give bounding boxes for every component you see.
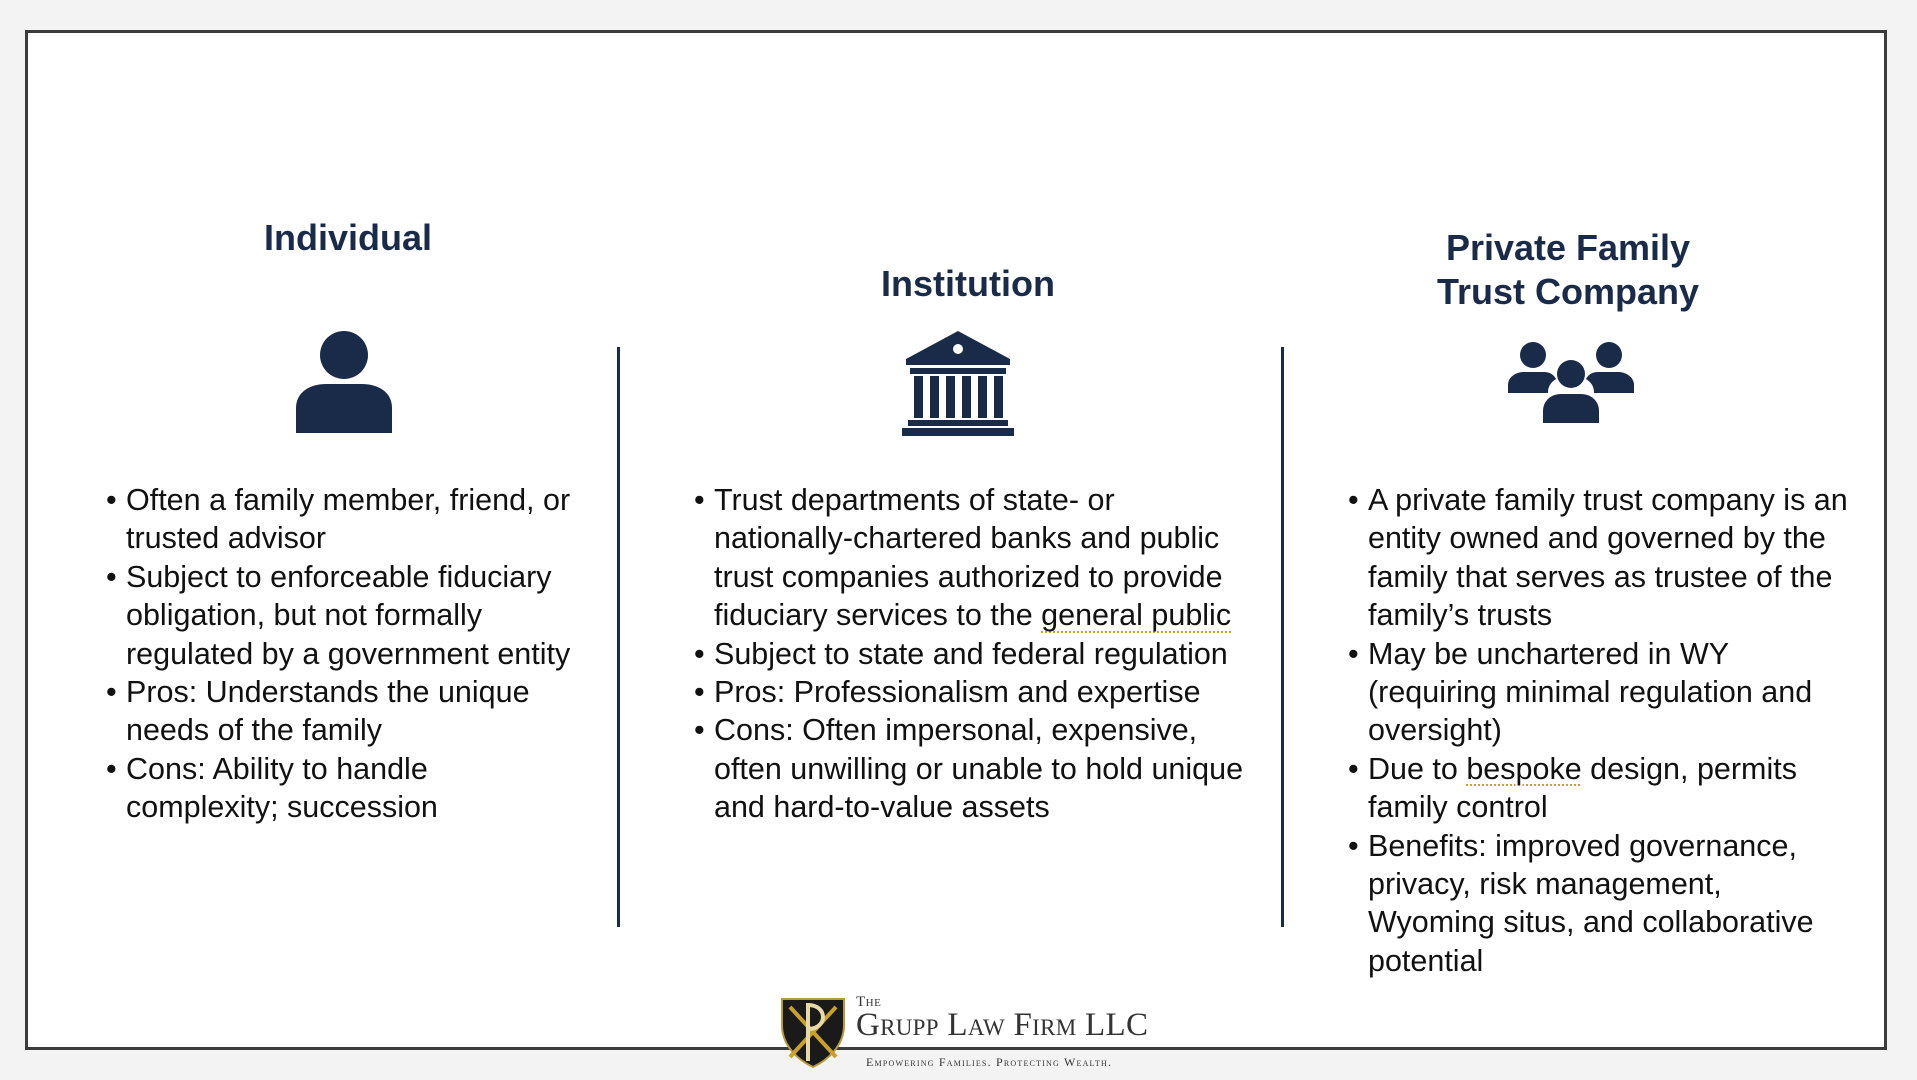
bullet-text: Subject to enforceable fiduciary obligation, but not formally regulated by a government entity	[126, 559, 571, 671]
bullet-text: Often a family member, friend, or trusted advisor	[126, 483, 571, 556]
institution-bullet-list	[694, 481, 1254, 827]
bullet-text: Pros: Understands the unique needs of the family	[126, 675, 530, 748]
list-item	[1348, 827, 1848, 981]
individual-bullet-list	[106, 481, 576, 827]
list-item	[694, 635, 1254, 673]
list-item	[1348, 481, 1848, 635]
group-of-people-icon	[1506, 341, 1636, 425]
list-item	[1348, 635, 1848, 750]
list-item	[1348, 750, 1848, 827]
heading-institution-line: Institution	[881, 263, 1055, 304]
heading-pftc-line-2: Trust Company	[1436, 271, 1700, 312]
slide	[25, 30, 1887, 1069]
bullet-text: Cons: Ability to handle complexity; succession	[126, 751, 438, 825]
heading-institution	[808, 262, 1128, 306]
underlined-word: bespoke	[1466, 751, 1582, 786]
bullet-text: May be unchartered in WY (requiring minimal regulation and oversight)	[1368, 636, 1813, 748]
bullet-text-part: design, permits family control	[1368, 751, 1797, 825]
column-divider-1	[617, 347, 620, 927]
pftc-bullet-list	[1348, 481, 1848, 980]
list-item	[694, 711, 1254, 826]
list-item	[106, 558, 576, 673]
bullet-text: Cons: Often impersonal, expensive, often unwilling or unable to hold unique and hard-to-value assets	[714, 713, 1244, 825]
list-item	[106, 673, 576, 750]
list-item	[694, 673, 1254, 711]
bullet-text: Trust departments of state- or nationally-chartered banks and public trust companies authorized to provide fiduciary services to the	[714, 483, 1223, 633]
heading-individual	[188, 216, 508, 260]
underlined-phrase: general public	[1041, 598, 1232, 633]
list-item	[106, 481, 576, 558]
logo-the: The	[856, 994, 882, 1010]
list-item	[694, 481, 1254, 635]
bank-building-icon	[900, 329, 1016, 439]
heading-private-family-trust-company	[1358, 226, 1778, 314]
bullet-text: Subject to state and federal regulation	[714, 636, 1228, 671]
firm-logo	[780, 993, 1180, 1073]
logo-tagline: Empowering Families. Protecting Wealth.	[866, 1055, 1113, 1069]
bullet-text: A private family trust company is an entity owned and governed by the family that serves as trustee of the family’s trusts	[1368, 483, 1848, 633]
heading-individual-line: Individual	[263, 217, 432, 258]
bullet-text: Benefits: improved governance, privacy, risk management, Wyoming situs, and collaborative potential	[1368, 828, 1814, 978]
heading-pftc-line-1: Private Family	[1445, 227, 1691, 268]
list-item	[106, 750, 576, 827]
person-icon	[294, 330, 394, 435]
shield-monogram-icon	[780, 995, 846, 1069]
bullet-text-part: Due to	[1368, 751, 1467, 786]
bullet-text: Pros: Professionalism and expertise	[714, 675, 1201, 710]
column-divider-2	[1281, 347, 1284, 927]
logo-firm-name: Grupp Law Firm LLC	[856, 1007, 1149, 1043]
